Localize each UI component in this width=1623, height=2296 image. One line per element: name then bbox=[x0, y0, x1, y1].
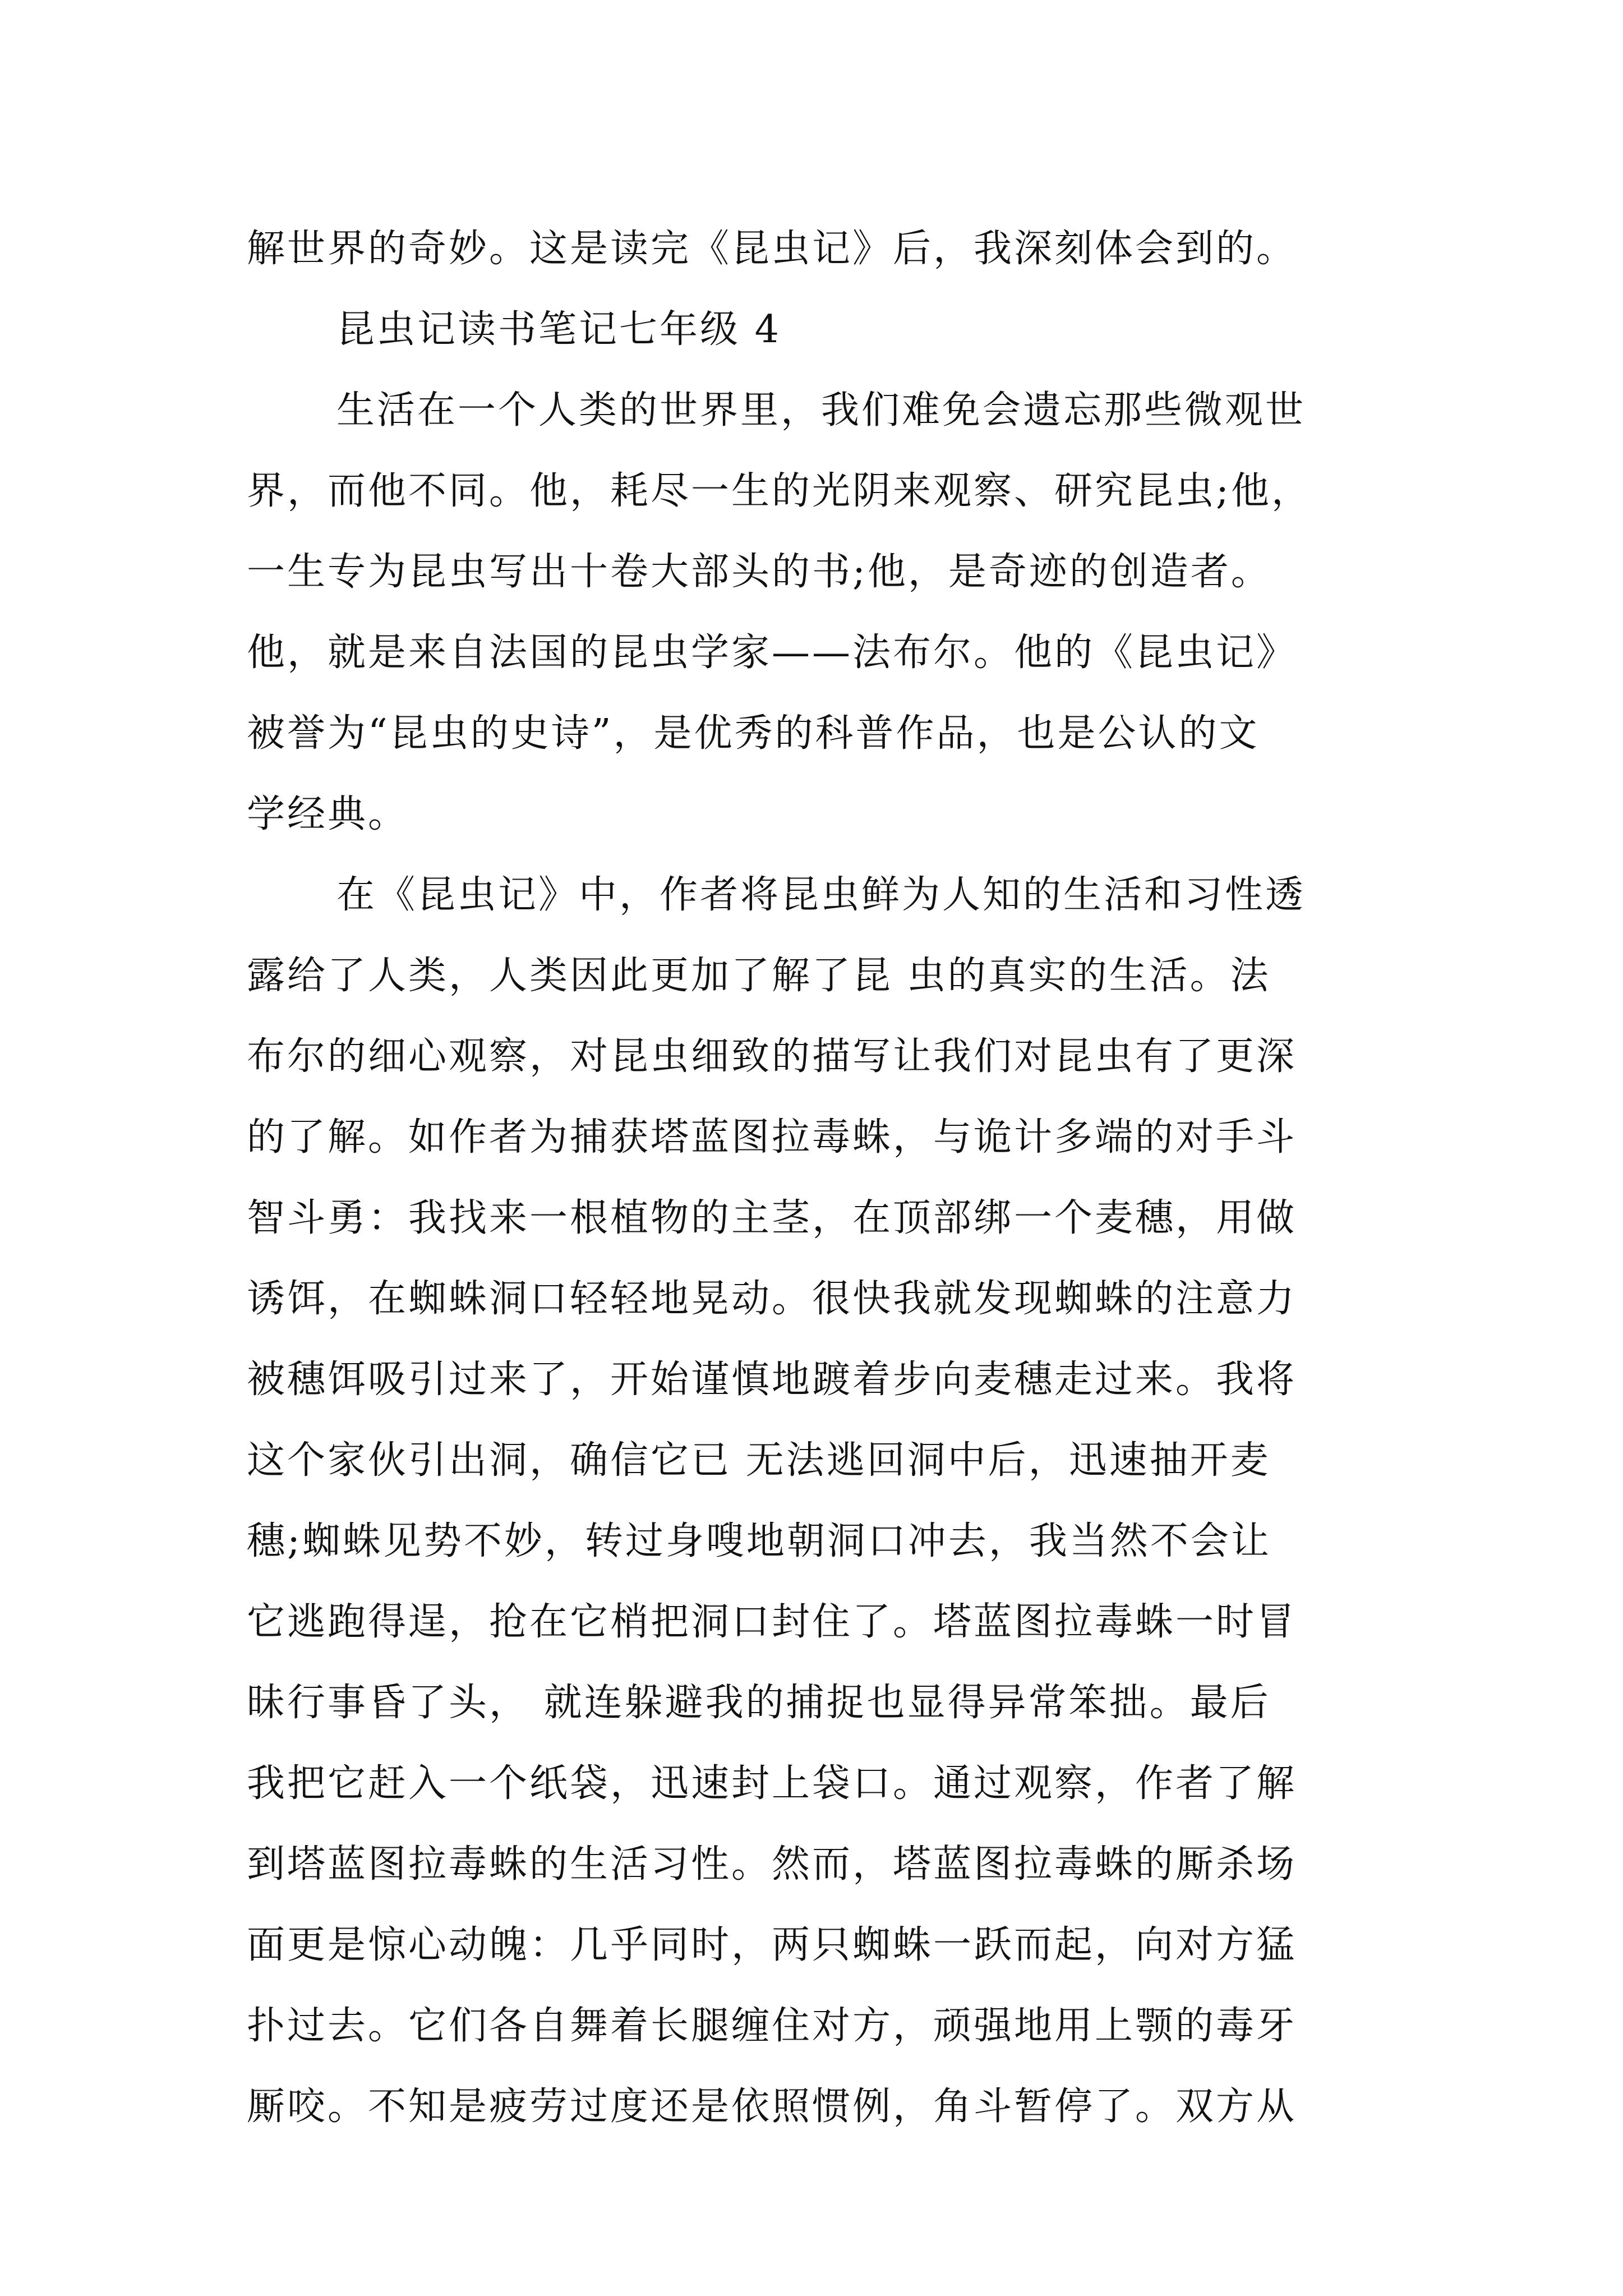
text-line: 在《昆虫记》中，作者将昆虫鲜为人知的生活和习性透 bbox=[336, 873, 1306, 917]
text-line: 我把它赶入一个纸袋，迅速封上袋口。通过观察，作者了解 bbox=[247, 1761, 1297, 1806]
text-line: 面更是惊心动魄：几乎同时，两只蜘蛛一跃而起，向对方猛 bbox=[247, 1923, 1297, 1967]
text-line: 诱饵，在蜘蛛洞口轻轻地晃动。很快我就发现蜘蛛的注意力 bbox=[247, 1277, 1297, 1321]
text-line: 智斗勇：我找来一根植物的主茎，在顶部绑一个麦穗，用做 bbox=[247, 1196, 1297, 1240]
text-line: 露给了人类，人类因此更加了解了昆 虫的真实的生活。法 bbox=[247, 954, 1271, 998]
text-line: 一生专为昆虫写出十卷大部头的书;他，是奇迹的创造者。 bbox=[247, 550, 1271, 594]
text-line: 生活在一个人类的世界里，我们难免会遗忘那些微观世 bbox=[336, 388, 1306, 432]
text-line: 布尔的细心观察，对昆虫细致的描写让我们对昆虫有了更深 bbox=[247, 1034, 1297, 1079]
text-line: 解世界的奇妙。这是读完《昆虫记》后，我深刻体会到的。 bbox=[247, 227, 1297, 271]
text-line: 学经典。 bbox=[247, 792, 409, 836]
text-line: 到塔蓝图拉毒蛛的生活习性。然而，塔蓝图拉毒蛛的厮杀场 bbox=[247, 1842, 1297, 1887]
section-heading: 昆虫记读书笔记七年级 4 bbox=[336, 307, 781, 352]
document-body bbox=[247, 209, 1385, 2147]
text-line: 厮咬。不知是疲劳过度还是依照惯例，角斗暂停了。双方从 bbox=[247, 2085, 1297, 2129]
text-line: 被誉为“昆虫的史诗”，是优秀的科普作品，也是公认的文 bbox=[247, 711, 1260, 756]
text-line: 的了解。如作者为捕获塔蓝图拉毒蛛，与诡计多端的对手斗 bbox=[247, 1115, 1297, 1159]
text-line: 昧行事昏了头， 就连躲避我的捕捉也显得异常笨拙。最后 bbox=[247, 1681, 1271, 1725]
text-line: 界，而他不同。他，耗尽一生的光阴来观察、研究昆虫;他， bbox=[247, 469, 1312, 513]
text-line: 被穗饵吸引过来了，开始谨慎地踱着步向麦穗走过来。我将 bbox=[247, 1358, 1297, 1402]
text-line: 这个家伙引出洞，确信它已 无法逃回洞中后，迅速抽开麦 bbox=[247, 1438, 1271, 1483]
text-line: 他，就是来自法国的昆虫学家——法布尔。他的《昆虫记》 bbox=[247, 631, 1297, 675]
text-line: 穗;蜘蛛见势不妙，转过身嗖地朝洞口冲去，我当然不会让 bbox=[247, 1519, 1271, 1563]
text-line: 它逃跑得逞，抢在它梢把洞口封住了。塔蓝图拉毒蛛一时冒 bbox=[247, 1600, 1297, 1644]
text-line: 扑过去。它们各自舞着长腿缠住对方，顽强地用上颚的毒牙 bbox=[247, 2004, 1297, 2048]
